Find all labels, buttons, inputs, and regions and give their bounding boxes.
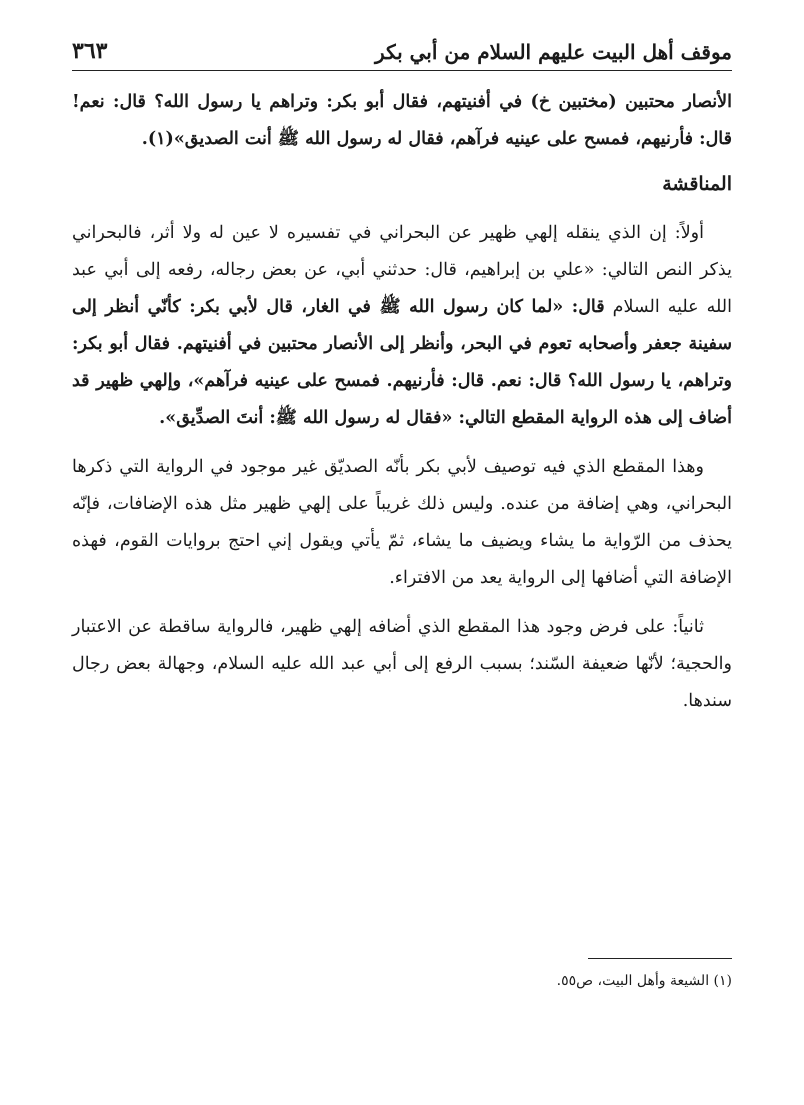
footnote-rule bbox=[588, 958, 732, 959]
footnote: (١) الشيعة وأهل البيت، ص٥٥. bbox=[556, 973, 732, 989]
paragraph-first-quote: قال: «لما كان رسول الله ﷺ في الغار، قال لأبي بكر: كأنّي أنظر إلى سفينة جعفر وأصحابه تعوم في البحر، وأنظر إلى الأنصار محتبين في أفنيتهم. فقال أبو بكر: وتراهم، يا رسول الله؟ قال: نعم. قال: فأرنيهم. فمسح على عينيه فرآهم»، وإلهي ظهير قد أضاف إلى هذه الرواية المقطع التالي: «فقال له رسول الله ﷺ: أنتَ الصدِّيق». bbox=[72, 297, 732, 428]
running-title: موقف أهل البيت عليهم السلام من أبي بكر bbox=[375, 40, 732, 64]
header-rule bbox=[72, 70, 732, 71]
section-heading: المناقشة bbox=[662, 173, 732, 195]
paragraph-second: وهذا المقطع الذي فيه توصيف لأبي بكر بأنّه الصديّق غير موجود في الرواية التي ذكرها البحراني، وهي إضافة من عنده. وليس ذلك غريباً على إلهي ظهير مثل هذه الإضافات، فإنّه يحذف من الرّواية ما يشاء ويضيف ما يشاء، ثمّ يأتي ويقول إني احتج بروايات القوم، فهذه الإضافة التي أضافها إلى الرواية يعد من الافتراء. bbox=[72, 457, 732, 588]
paragraph-continuation: الأنصار محتبين (مختبين خ) في أفنيتهم، فقال أبو بكر: وتراهم يا رسول الله؟ قال: نعم! قال: فأرنيهم، فمسح على عينيه فرآهم، فقال له رسول الله ﷺ أنت الصديق»(١). bbox=[72, 92, 732, 149]
page-number: ٣٦٣ bbox=[72, 38, 108, 64]
paragraph-first bbox=[72, 215, 732, 437]
page-body bbox=[72, 84, 732, 720]
paragraph-third: ثانياً: على فرض وجود هذا المقطع الذي أضافه إلهي ظهير، فالرواية ساقطة عن الاعتبار والحجية؛ لأنّها ضعيفة السّند؛ بسبب الرفع إلى أبي عبد الله عليه السلام، وجهالة بعض رجال سندها. bbox=[72, 617, 732, 711]
paragraph-first-intro: أولاً: إن الذي ينقله إلهي ظهير عن البحراني في تفسيره لا عين له ولا أثر، فالبحراني يذكر النص التالي: «علي بن إبراهيم، قال: حدثني أبي، عن بعض رجاله، رفعه إلى أبي عبد الله عليه السلام bbox=[72, 223, 732, 317]
page-header bbox=[72, 30, 732, 64]
